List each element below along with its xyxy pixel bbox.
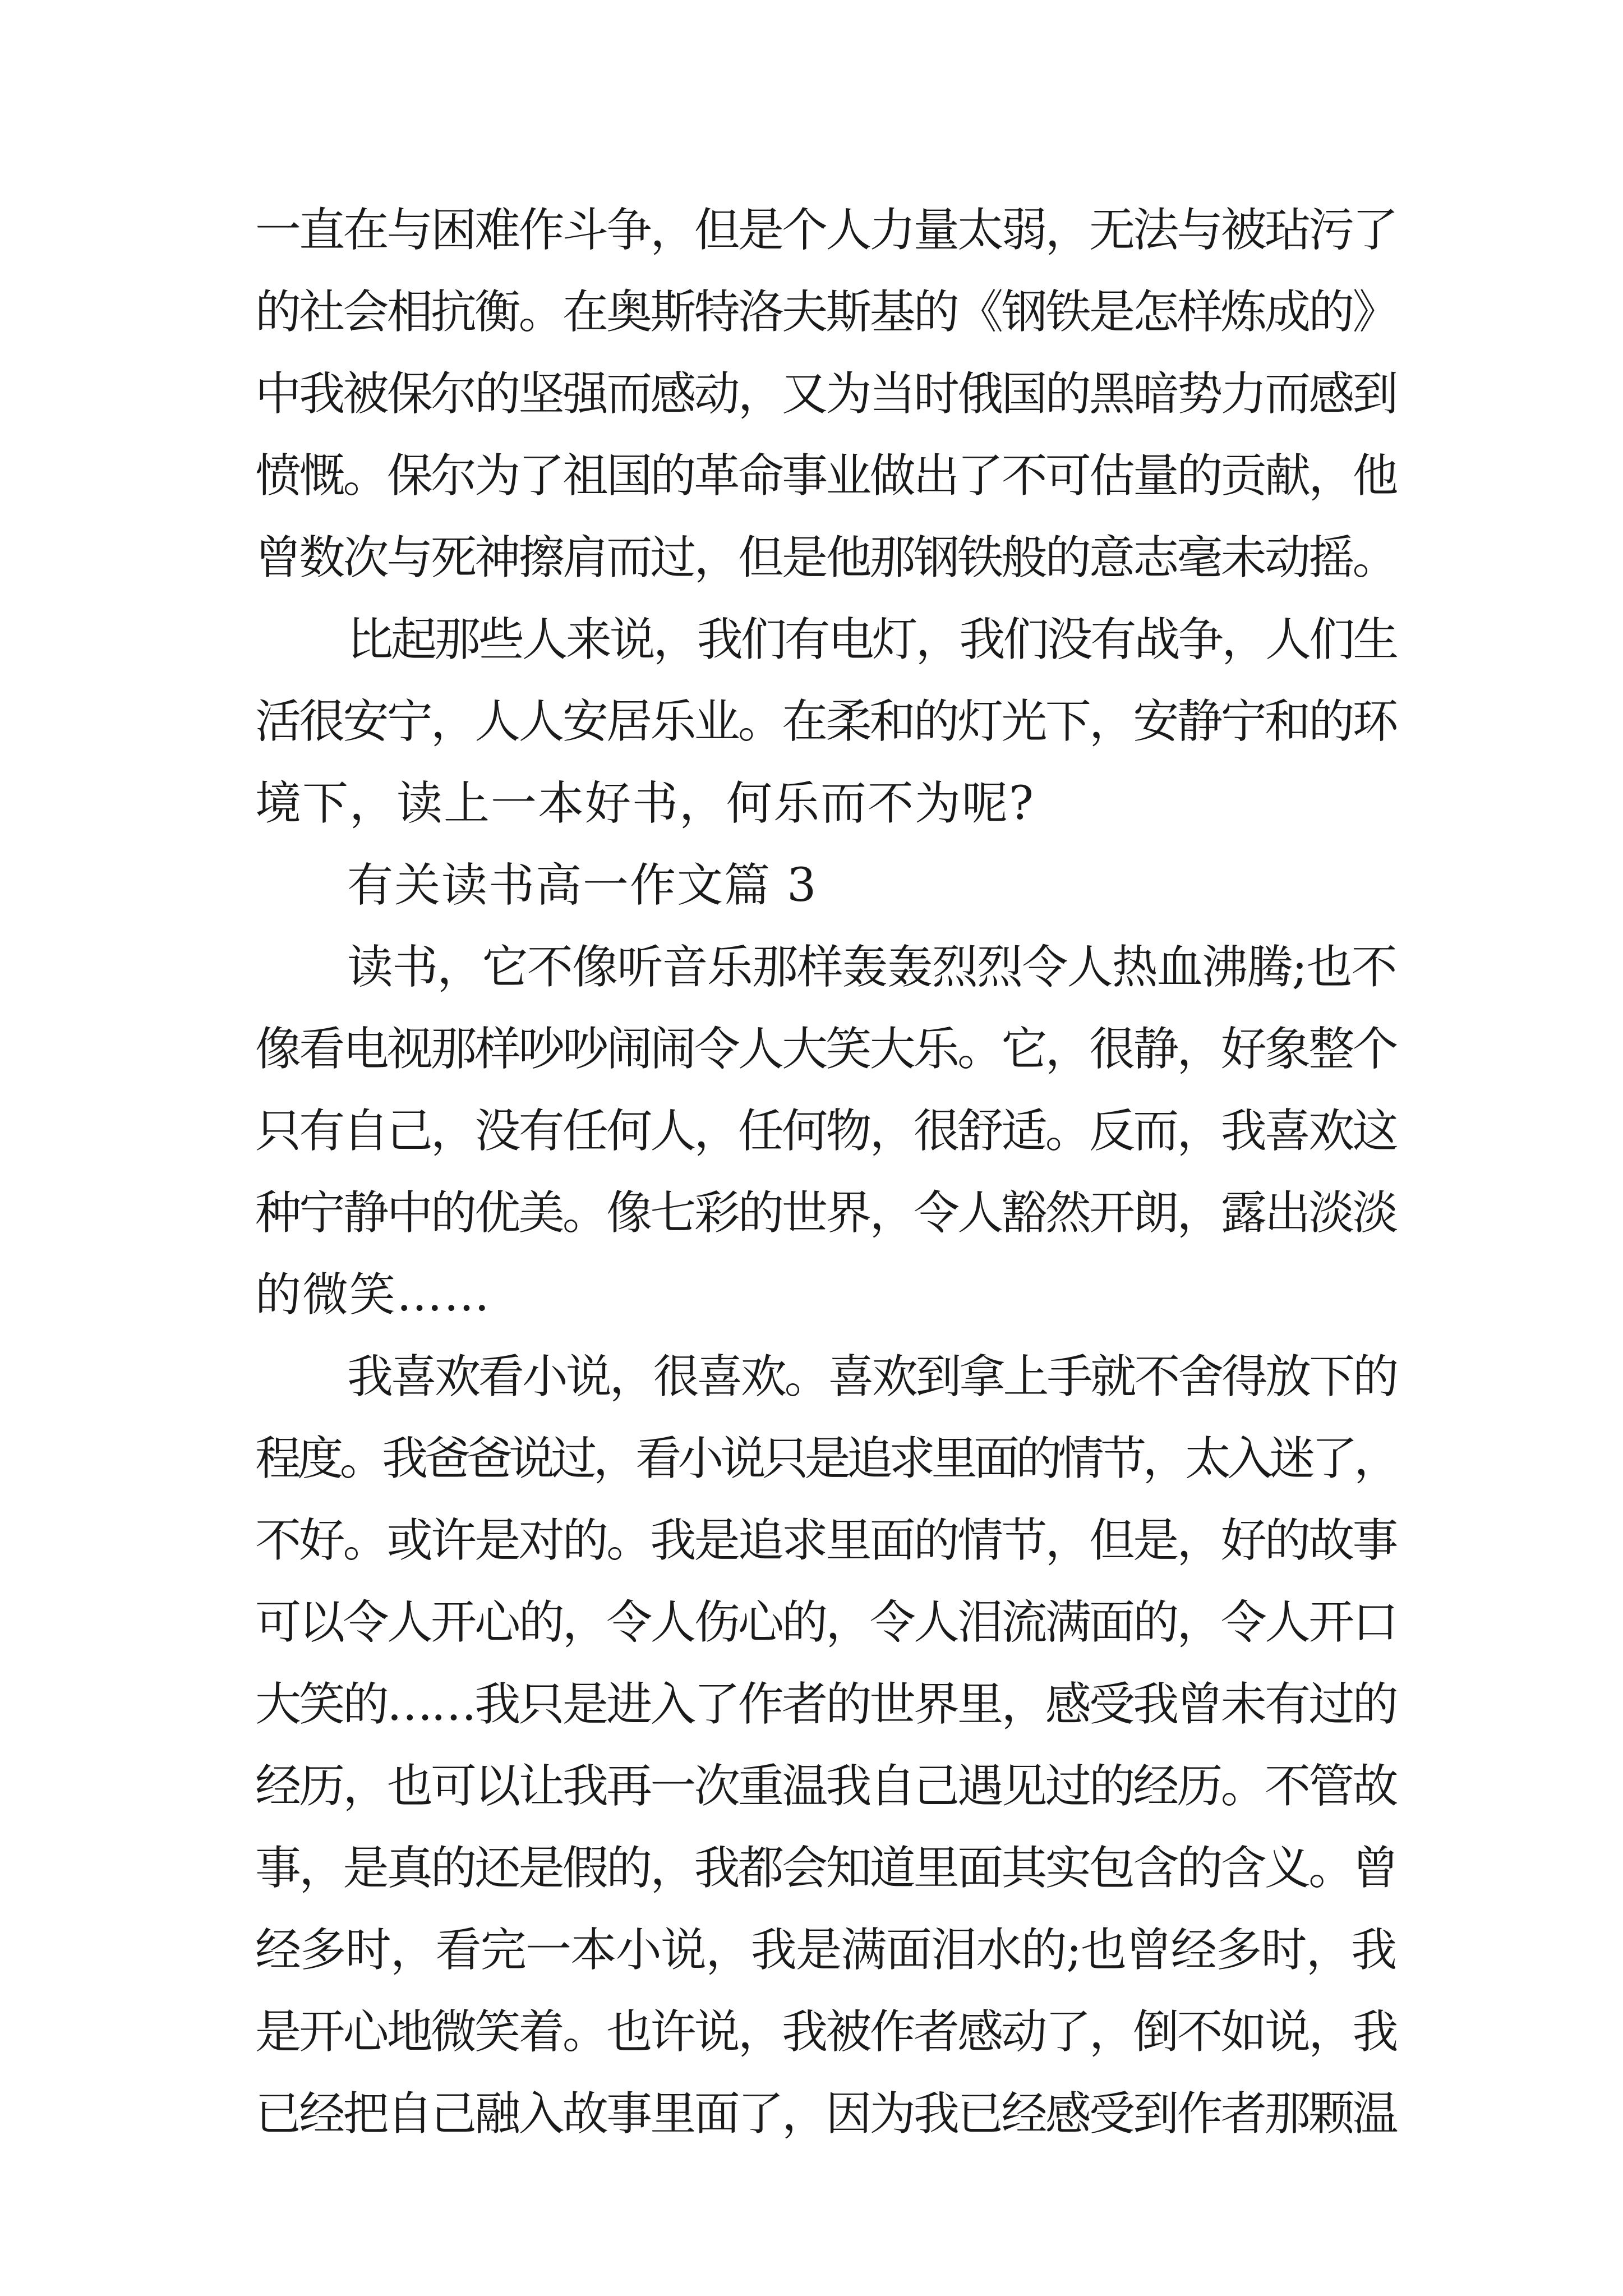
text-line: 像看电视那样吵吵闹闹令人大笑大乐。它，很静，好象整个 [255,1023,1396,1076]
text-line: 读书，它不像听音乐那样轰轰烈烈令人热血沸腾;也不 [347,941,1396,994]
text-line: 大笑的……我只是进入了作者的世界里，感受我曾未有过的 [255,1678,1396,1731]
text-line: 有关读书高一作文篇 3 [347,859,818,912]
document-body [255,190,1399,2155]
text-line: 经历，也可以让我再一次重温我自己遇见过的经历。不管故 [255,1760,1396,1813]
text-line: 事，是真的还是假的，我都会知道里面其实包含的含义。曾 [255,1842,1396,1895]
text-line: 愤慨。保尔为了祖国的革命事业做出了不可估量的贡献，他 [255,449,1396,503]
text-line: 中我被保尔的坚强而感动，又为当时俄国的黑暗势力而感到 [255,367,1396,421]
text-line: 的微笑…… [255,1268,491,1322]
text-line: 经多时，看完一本小说，我是满面泪水的;也曾经多时，我 [255,1924,1396,1977]
text-line: 种宁静中的优美。像七彩的世界，令人豁然开朗，露出淡淡 [255,1186,1396,1240]
text-line: 可以令人开心的，令人伤心的，令人泪流满面的，令人开口 [255,1596,1396,1649]
text-line: 一直在与困难作斗争，但是个人力量太弱，无法与被玷污了 [255,204,1396,257]
text-line: 我喜欢看小说，很喜欢。喜欢到拿上手就不舍得放下的 [347,1350,1397,1404]
text-line: 只有自己，没有任何人，任何物，很舒适。反而，我喜欢这 [255,1105,1396,1158]
text-line: 比起那些人来说，我们有电灯，我们没有战争，人们生 [347,613,1397,666]
text-line: 不好。或许是对的。我是追求里面的情节，但是，好的故事 [255,1514,1396,1567]
text-line: 活很安宁，人人安居乐业。在柔和的灯光下，安静宁和的环 [255,695,1396,748]
text-line: 已经把自己融入故事里面了，因为我已经感受到作者那颗温 [255,2087,1396,2141]
text-line: 境下，读上一本好书，何乐而不为呢? [255,777,1035,830]
text-line: 曾数次与死神擦肩而过，但是他那钢铁般的意志毫未动摇。 [255,531,1396,585]
text-line: 程度。我爸爸说过，看小说只是追求里面的情节，太入迷了， [255,1432,1396,1485]
text-line: 是开心地微笑着。也许说，我被作者感动了，倒不如说，我 [255,2005,1396,2059]
text-line: 的社会相抗衡。在奥斯特洛夫斯基的《钢铁是怎样炼成的》 [255,286,1396,339]
